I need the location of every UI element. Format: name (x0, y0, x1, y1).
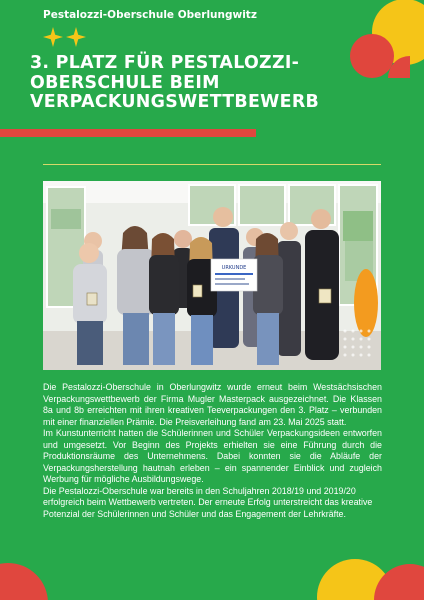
group-photo (43, 181, 381, 370)
article-paragraph: Die Pestalozzi-Oberschule war bereits in den Schuljahren 2018/19 und 2019/20 erfolgreich beim Wettbewerb vertreten. Der erneute Erfolg unterstreicht das kreative Potenzial der Schülerinnen und Schüler und das Engagement der Lehrkräfte. (43, 485, 373, 519)
decorative-circle-bottom-left (0, 555, 60, 600)
article-paragraph: Im Kunstunterricht hatten die Schülerinnen und Schüler Verpackungsideen entworfen und umgesetzt. Vor Beginn des Projekts erhielten sie eine Führung durch die Produktionsräume des Unternehmens. Dabei konnten sie die Abläufe der Verpackungsherstellung hautnah erleben – ein spannender Einblick und zugleich Werbung für mögliche Ausbildungswege. (43, 428, 382, 484)
decorative-circles-bottom-right (300, 545, 424, 600)
article-text (43, 382, 382, 520)
sparkle-icon (66, 27, 86, 47)
headline-line: OBERSCHULE BEIM (30, 72, 220, 93)
article-paragraph: Die Pestalozzi-Oberschule in Oberlungwitz wurde erneut beim Westsächsischen Verpackungswettbewerb der Firma Mugler Masterpack ausgezeichnet. Die Klassen 8a und 8b erreichten mit ihren kreativen Teeverpackungen den 3. Platz – verbunden mit einer finanziellen Prämie. Die Preisverleihung fand am 23. Mai 2025 statt. (43, 382, 382, 427)
certificate-text: URKUNDE (221, 265, 247, 271)
divider (43, 164, 381, 165)
accent-bar (0, 129, 256, 137)
headline-line: VERPACKUNGSWETTBEWERB (30, 92, 320, 112)
sparkle-icon (43, 27, 63, 47)
headline (30, 54, 400, 113)
group-photo-illustration (43, 181, 381, 370)
school-name: Pestalozzi-Oberschule Oberlungwitz (43, 9, 257, 21)
headline-line: 3. PLATZ FÜR PESTALOZZI- (30, 53, 300, 73)
